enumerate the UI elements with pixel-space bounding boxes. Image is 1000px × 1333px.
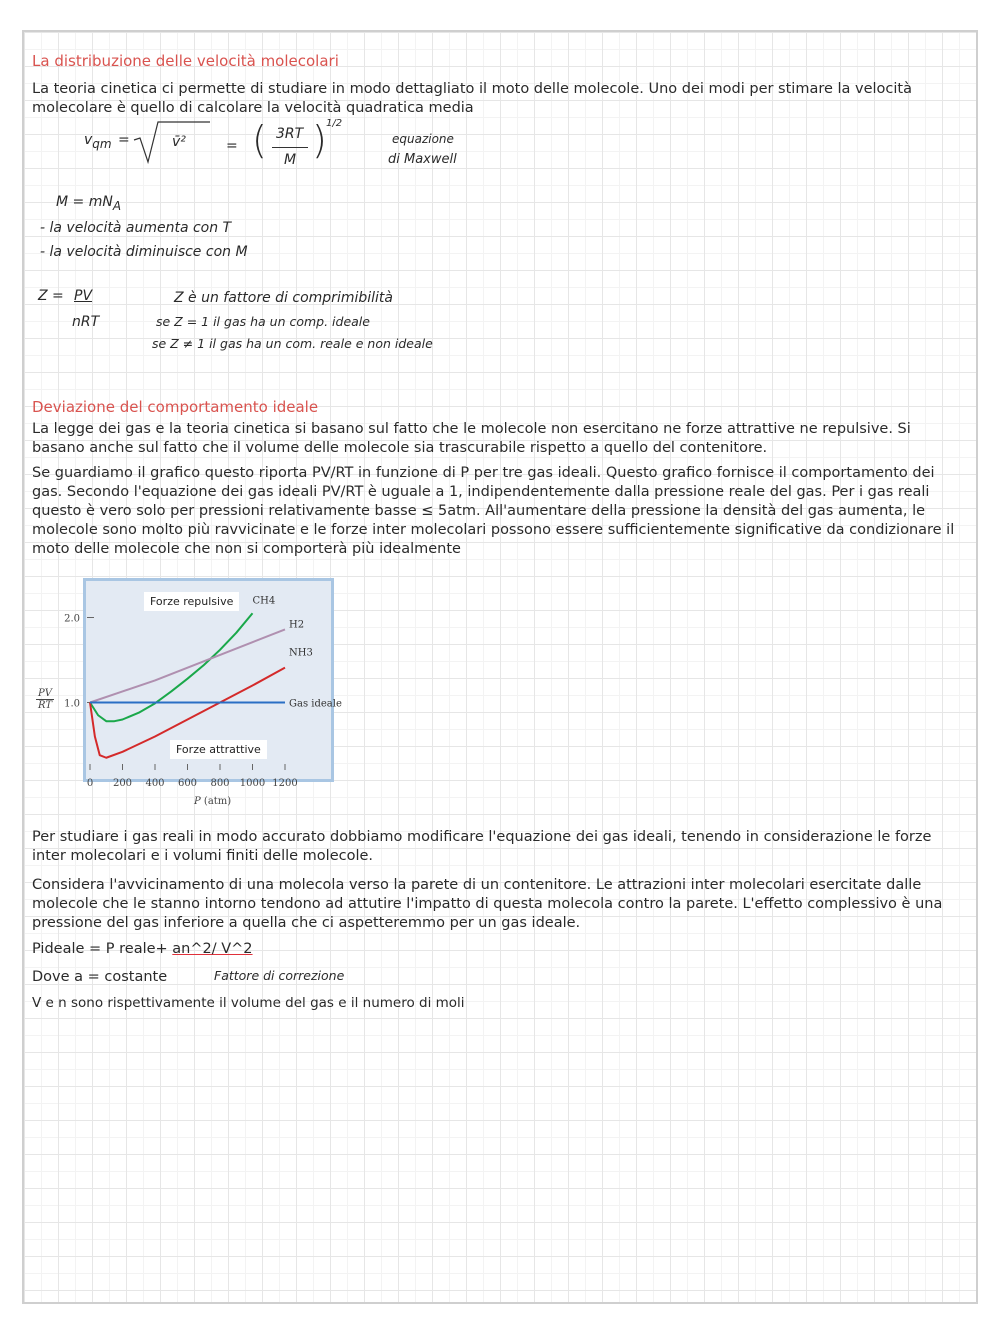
annotation-repulsive: Forze repulsive bbox=[144, 592, 239, 611]
maxwell-note-1: equazione bbox=[392, 132, 454, 146]
x-tick-label: 600 bbox=[177, 778, 198, 789]
x-axis-label: P (atm) bbox=[194, 796, 232, 807]
deviation-paragraph-1: La legge dei gas e la teoria cinetica si basano sul fatto che le molecole non esercitano ne forze attrattive ne repulsive. Si basano anche sul fatto che il volume delle molecole sia trascurabile rispetto a quello del contenitore. bbox=[32, 421, 911, 456]
eq-equals-1: = bbox=[118, 132, 130, 148]
maxwell-note-2: di Maxwell bbox=[388, 152, 457, 167]
bullet-mass: - la velocità diminuisce con M bbox=[40, 244, 248, 260]
series-label: NH3 bbox=[289, 647, 313, 659]
x-tick-label: 1000 bbox=[239, 778, 266, 789]
eq-equals-2: = bbox=[226, 138, 238, 154]
section-title-velocity: La distribuzione delle velocità molecolari bbox=[32, 52, 339, 70]
eq-numerator: 3RT bbox=[276, 126, 304, 142]
y-tick-label: 2.0 bbox=[64, 613, 80, 625]
z-denominator: nRT bbox=[72, 314, 100, 330]
x-tick-label: 0 bbox=[86, 778, 94, 789]
z-description: Z è un fattore di comprimibilità bbox=[174, 290, 393, 306]
eq-lhs: $v_{qm}$ bbox=[84, 132, 112, 151]
section-title-deviation: Deviazione del comportamento ideale bbox=[32, 398, 319, 416]
series-label: H2 bbox=[289, 619, 305, 631]
series-label: CH4 bbox=[252, 595, 276, 607]
constant-line: Dove a = costante bbox=[32, 969, 168, 985]
x-tick-label: 1200 bbox=[272, 778, 298, 789]
deviation-paragraph-2: Se guardiamo il grafico questo riporta PV/RT in funzione di P per tre gas ideali. Questo grafico fornisce il comportamento dei gas. Secondo l'equazione dei gas ideali PV/RT è uguale a 1, indipendentemente dalla pressione reale del gas. Per i gas reali questo è vero solo per pressioni relativamente basse ≤ 5atm. All'aumentare della pressione la densità del gas aumenta, le molecole sono molto più ravvicinate e le forze inter molecolari possono essere sufficientemente significative da condizionare il moto delle molecole che non si comporterà più idealmente bbox=[32, 465, 955, 557]
bullet-temperature: - la velocità aumenta con T bbox=[40, 220, 232, 236]
eq-denominator: M bbox=[284, 152, 297, 168]
van-der-waals-eq: Pideale = P reale+ an^2/ V^2 bbox=[32, 941, 253, 957]
molar-mass-def: $M = mN_A$ bbox=[56, 194, 122, 213]
fraction-bar bbox=[272, 147, 308, 148]
x-tick-label: 800 bbox=[210, 778, 230, 789]
compressibility-chart bbox=[30, 572, 342, 812]
real-gas-paragraph: Per studiare i gas reali in modo accurato dobbiamo modificare l'equazione dei gas ideali, tenendo in considerazione le forze inter molecolari e i volumi finiti delle molecole. bbox=[32, 829, 932, 864]
intro-paragraph: La teoria cinetica ci permette di studiare in modo dettagliato il moto delle molecole. Uno dei modi per stimare la velocità molecolare è quello di calcolare la velocità quadratica media bbox=[32, 81, 913, 116]
z-lhs: Z = bbox=[38, 288, 64, 304]
y-axis-label: PV RT bbox=[38, 688, 53, 711]
annotation-attractive: Forze attrattive bbox=[170, 740, 267, 759]
z-case-ideal: se Z = 1 il gas ha un comp. ideale bbox=[156, 314, 370, 329]
series-label: Gas ideale bbox=[289, 698, 342, 710]
correction-note: Fattore di correzione bbox=[214, 968, 345, 983]
right-paren: ) bbox=[312, 118, 327, 162]
x-tick-label: 400 bbox=[145, 778, 165, 789]
eq-root-content: v̄² bbox=[172, 134, 186, 150]
series-line-h2 bbox=[90, 629, 285, 702]
vn-line: V e n sono rispettivamente il volume del gas e il numero di moli bbox=[32, 995, 465, 1011]
eq-exponent: 1/2 bbox=[326, 118, 343, 129]
z-numerator: PV bbox=[74, 288, 93, 304]
x-tick-label: 200 bbox=[112, 778, 133, 789]
wall-paragraph: Considera l'avvicinamento di una molecola verso la parete di un contenitore. Le attrazioni inter molecolari esercitate dalle molecole che le stanno intorno tendono ad attutire l'impatto di questa molecola contro la parete. L'effetto complessivo è una pressione del gas inferiore a quella che ci aspetteremmo per un gas ideale. bbox=[32, 877, 943, 931]
y-tick-label: 1.0 bbox=[64, 698, 80, 710]
left-paren: ( bbox=[252, 118, 267, 162]
series-line-ch4 bbox=[90, 613, 253, 721]
z-case-real: se Z ≠ 1 il gas ha un com. reale e non ideale bbox=[152, 336, 433, 351]
